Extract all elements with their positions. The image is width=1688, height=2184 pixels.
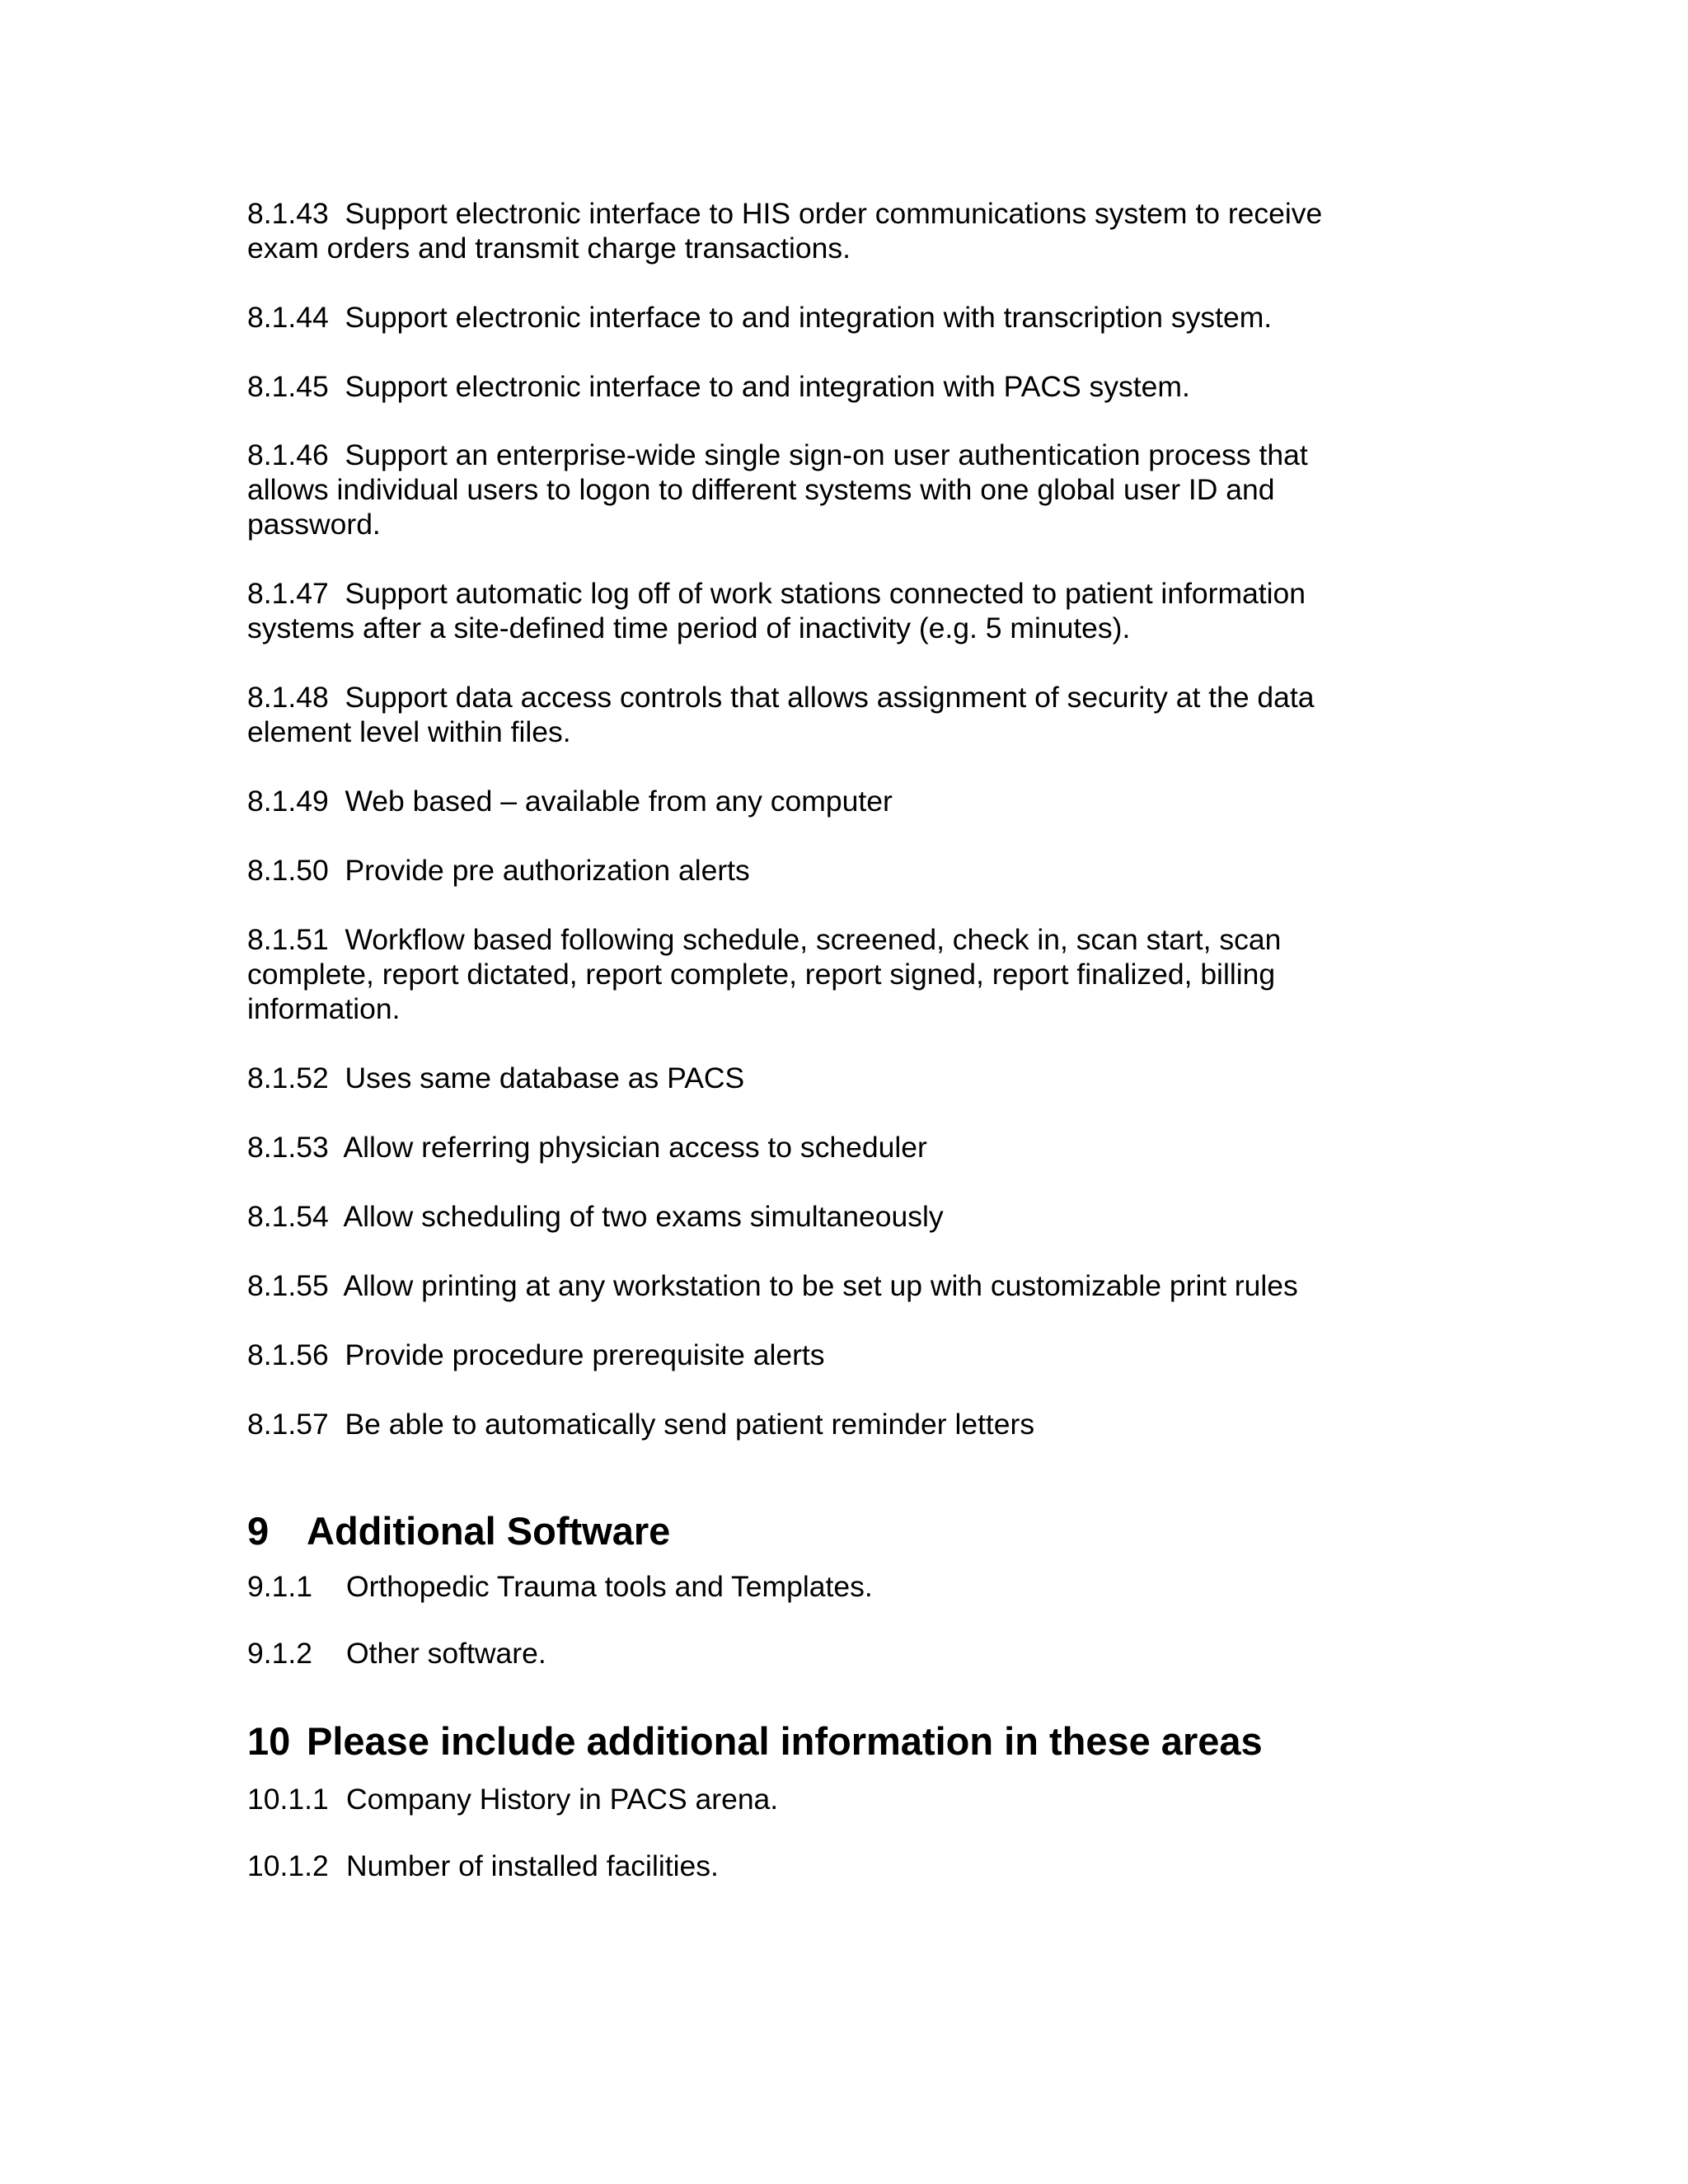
requirement-number: 8.1.52	[247, 1062, 329, 1094]
section-heading	[247, 1718, 1263, 1765]
section-item-number: 10.1.2	[247, 1849, 329, 1882]
requirement-item	[247, 300, 1418, 335]
requirement-number: 8.1.51	[247, 923, 329, 956]
section-item-text: Orthopedic Trauma tools and Templates.	[346, 1570, 873, 1603]
section-number: 9	[247, 1509, 270, 1553]
section-title: Additional Software	[307, 1509, 671, 1553]
requirement-line	[247, 300, 1418, 335]
requirement-text: Allow referring physician access to scheduler	[343, 1131, 927, 1164]
requirement-text: Support electronic interface to and integration with transcription system.	[345, 301, 1273, 334]
requirement-number: 8.1.48	[247, 681, 329, 714]
requirement-item	[247, 1338, 1418, 1372]
requirement-number: 8.1.55	[247, 1269, 329, 1302]
requirement-number: 8.1.57	[247, 1408, 329, 1441]
requirement-text: element level within files.	[247, 715, 571, 748]
requirement-text: allows individual users to logon to different systems with one global user ID and	[247, 473, 1275, 506]
requirement-line	[247, 922, 1418, 957]
requirement-text: Support electronic interface to and integration with PACS system.	[345, 370, 1190, 403]
requirement-text: complete, report dictated, report complete, report signed, report finalized, billing	[247, 958, 1276, 991]
section-title: Please include additional information in these areas	[307, 1719, 1263, 1763]
section-item	[247, 1636, 546, 1671]
requirement-line	[247, 680, 1418, 715]
requirement-item	[247, 1061, 1418, 1095]
requirement-item	[247, 784, 1418, 818]
requirement-text: Support automatic log off of work stations connected to patient information	[345, 577, 1306, 610]
requirement-text: Allow scheduling of two exams simultaneously	[343, 1200, 944, 1233]
requirement-text: Support electronic interface to HIS order communications system to receive	[345, 197, 1323, 230]
requirement-item	[247, 1130, 1418, 1165]
requirement-item	[247, 680, 1418, 749]
requirement-text: Web based – available from any computer	[345, 785, 893, 818]
requirement-text: exam orders and transmit charge transactions.	[247, 232, 851, 265]
requirement-line	[247, 1338, 1418, 1372]
requirement-number: 8.1.56	[247, 1338, 329, 1371]
section-heading	[247, 1508, 670, 1554]
section-item-text: Number of installed facilities.	[346, 1849, 719, 1882]
requirement-line	[247, 1268, 1418, 1303]
requirement-item	[247, 576, 1418, 645]
requirement-number: 8.1.43	[247, 197, 329, 230]
requirement-text: information.	[247, 992, 401, 1025]
requirement-item	[247, 1268, 1418, 1303]
requirement-item	[247, 196, 1418, 265]
section-item-number: 9.1.2	[247, 1637, 312, 1670]
section-item-text: Other software.	[346, 1637, 546, 1670]
requirement-number: 8.1.44	[247, 301, 329, 334]
section-item-number: 9.1.1	[247, 1570, 312, 1603]
section-item	[247, 1569, 873, 1604]
requirement-line	[247, 369, 1418, 404]
requirement-line	[247, 1061, 1418, 1095]
section-item-text: Company History in PACS arena.	[346, 1783, 779, 1816]
requirement-number: 8.1.47	[247, 577, 329, 610]
requirement-item	[247, 1199, 1418, 1234]
requirement-item	[247, 438, 1418, 541]
requirement-text: Support an enterprise-wide single sign-on user authentication process that	[345, 438, 1308, 471]
requirement-line	[247, 853, 1418, 888]
requirement-item	[247, 369, 1418, 404]
requirement-number: 8.1.45	[247, 370, 329, 403]
requirement-text: Uses same database as PACS	[345, 1062, 745, 1094]
section-item	[247, 1849, 719, 1883]
requirement-number: 8.1.46	[247, 438, 329, 471]
section-number: 10	[247, 1719, 291, 1763]
requirement-line	[247, 1407, 1418, 1441]
requirement-text: Allow printing at any workstation to be set up with customizable print rules	[343, 1269, 1298, 1302]
section-item-number: 10.1.1	[247, 1783, 329, 1816]
requirement-number: 8.1.50	[247, 854, 329, 887]
requirement-text: Workflow based following schedule, screened, check in, scan start, scan	[345, 923, 1282, 956]
requirement-text: systems after a site-defined time period of inactivity (e.g. 5 minutes).	[247, 612, 1131, 644]
requirement-text: Be able to automatically send patient reminder letters	[345, 1408, 1035, 1441]
requirement-text: Support data access controls that allows assignment of security at the data	[345, 681, 1315, 714]
requirement-line	[247, 1199, 1418, 1234]
requirement-number: 8.1.53	[247, 1131, 329, 1164]
requirement-number: 8.1.54	[247, 1200, 329, 1233]
requirement-item	[247, 922, 1418, 1026]
requirement-text: Provide procedure prerequisite alerts	[345, 1338, 825, 1371]
section-item	[247, 1782, 778, 1816]
requirement-item	[247, 853, 1418, 888]
requirement-line	[247, 576, 1418, 611]
requirement-line	[247, 196, 1418, 231]
requirement-item	[247, 1407, 1418, 1441]
requirement-line	[247, 1130, 1418, 1165]
requirement-number: 8.1.49	[247, 785, 329, 818]
requirement-text: password.	[247, 508, 381, 541]
requirement-text: Provide pre authorization alerts	[345, 854, 750, 887]
requirement-line	[247, 438, 1418, 472]
requirement-line	[247, 784, 1418, 818]
